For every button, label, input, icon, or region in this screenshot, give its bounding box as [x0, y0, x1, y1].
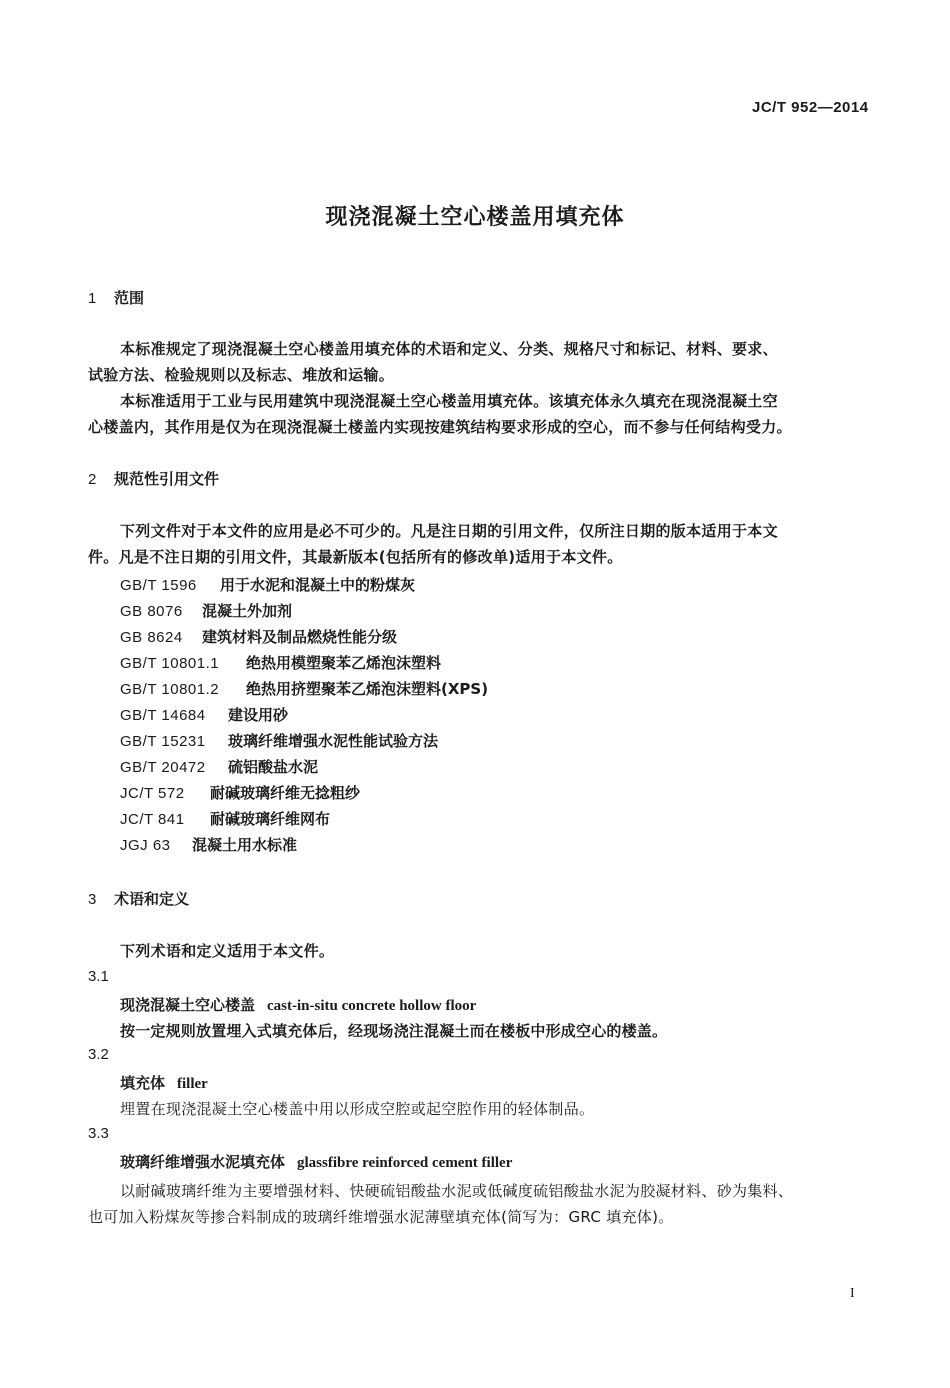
section-1-heading: [88, 287, 144, 308]
reference-title: 建设用砂: [228, 706, 289, 724]
section-3-intro: 下列术语和定义适用于本文件。: [120, 942, 335, 960]
reference-item: [120, 626, 397, 647]
section-number: 1: [88, 290, 97, 307]
reference-item: [120, 652, 441, 673]
term-definition: 按一定规则放置埋入式填充体后，经现场浇注混凝土而在楼板中形成空心的楼盖。: [120, 1022, 668, 1040]
reference-code: GB/T 14684: [120, 707, 206, 724]
term-definition: 埋置在现浇混凝土空心楼盖中用以形成空腔或起空腔作用的轻体制品。: [120, 1100, 595, 1118]
term-zh: 现浇混凝土空心楼盖: [120, 996, 256, 1014]
term-definition-line-1: 以耐碱玻璃纤维为主要增强材料、快硬硫铝酸盐水泥或低碱度硫铝酸盐水泥为胶凝材料、砂为集料、: [120, 1182, 794, 1200]
reference-code: GB/T 20472: [120, 759, 206, 776]
section-title: 范围: [114, 289, 145, 307]
term-entry: [120, 994, 476, 1015]
reference-item: [120, 730, 438, 751]
reference-title: 绝热用挤塑聚苯乙烯泡沫塑料(XPS): [246, 680, 489, 698]
section-2-intro-line-1: 下列文件对于本文件的应用是必不可少的。凡是注日期的引用文件，仅所注日期的版本适用于本文: [120, 522, 778, 540]
section-2-intro-line-2: 件。凡是不注日期的引用文件，其最新版本(包括所有的修改单)适用于本文件。: [88, 548, 623, 566]
section-1-para-2-line-1: 本标准适用于工业与民用建筑中现浇混凝土空心楼盖用填充体。该填充体永久填充在现浇混凝土空: [120, 392, 778, 410]
reference-code: GB/T 10801.2: [120, 681, 220, 698]
reference-title: 混凝土外加剂: [202, 602, 293, 620]
reference-item: [120, 600, 292, 621]
reference-code: JC/T 841: [120, 811, 185, 828]
section-title: 术语和定义: [114, 890, 190, 908]
section-title: 规范性引用文件: [114, 470, 220, 488]
reference-item: [120, 704, 288, 725]
reference-code: GB/T 15231: [120, 733, 206, 750]
reference-code: GB 8076: [120, 603, 183, 620]
term-zh: 玻璃纤维增强水泥填充体: [120, 1153, 286, 1171]
reference-title: 用于水泥和混凝土中的粉煤灰: [220, 576, 416, 594]
clause-number: 3.2: [88, 1046, 109, 1063]
reference-item: [120, 574, 415, 595]
reference-item: [120, 834, 297, 855]
section-1-para-1-line-1: 本标准规定了现浇混凝土空心楼盖用填充体的术语和定义、分类、规格尺寸和标记、材料、要求、: [120, 340, 778, 358]
reference-code: GB 8624: [120, 629, 183, 646]
reference-title: 硫铝酸盐水泥: [228, 758, 319, 776]
reference-item: [120, 808, 330, 829]
page-title: 现浇混凝土空心楼盖用填充体: [325, 205, 625, 230]
section-2-heading: [88, 468, 219, 489]
reference-code: JGJ 63: [120, 837, 171, 854]
clause-number: 3.1: [88, 968, 109, 985]
reference-title: 玻璃纤维增强水泥性能试验方法: [228, 732, 439, 750]
reference-item: [120, 756, 318, 777]
reference-item: [120, 678, 488, 699]
term-definition-line-2: 也可加入粉煤灰等掺合料制成的玻璃纤维增强水泥薄壁填充体(简写为：GRC 填充体)。: [88, 1208, 674, 1226]
document-number: JC/T 952—2014: [752, 99, 869, 116]
reference-title: 耐碱玻璃纤维网布: [210, 810, 331, 828]
term-en: cast-in-situ concrete hollow floor: [267, 998, 477, 1014]
reference-item: [120, 782, 360, 803]
term-zh: 填充体: [120, 1074, 166, 1092]
term-en: glassfibre reinforced cement filler: [297, 1155, 513, 1171]
reference-code: JC/T 572: [120, 785, 185, 802]
term-entry: [120, 1072, 208, 1093]
section-number: 2: [88, 471, 97, 488]
reference-title: 绝热用模塑聚苯乙烯泡沫塑料: [246, 654, 442, 672]
reference-code: GB/T 10801.1: [120, 655, 220, 672]
clause-number: 3.3: [88, 1125, 109, 1142]
term-en: filler: [177, 1076, 208, 1092]
section-1-para-2-line-2: 心楼盖内，其作用是仅为在现浇混凝土楼盖内实现按建筑结构要求形成的空心，而不参与任何结构受力。: [88, 418, 792, 436]
page-number: I: [850, 1286, 855, 1301]
reference-code: GB/T 1596: [120, 577, 197, 594]
reference-title: 混凝土用水标准: [192, 836, 298, 854]
section-number: 3: [88, 891, 97, 908]
reference-title: 耐碱玻璃纤维无捻粗纱: [210, 784, 361, 802]
section-3-heading: [88, 888, 189, 909]
reference-title: 建筑材料及制品燃烧性能分级: [202, 628, 398, 646]
section-1-para-1-line-2: 试验方法、检验规则以及标志、堆放和运输。: [88, 366, 395, 384]
term-entry: [120, 1151, 512, 1172]
